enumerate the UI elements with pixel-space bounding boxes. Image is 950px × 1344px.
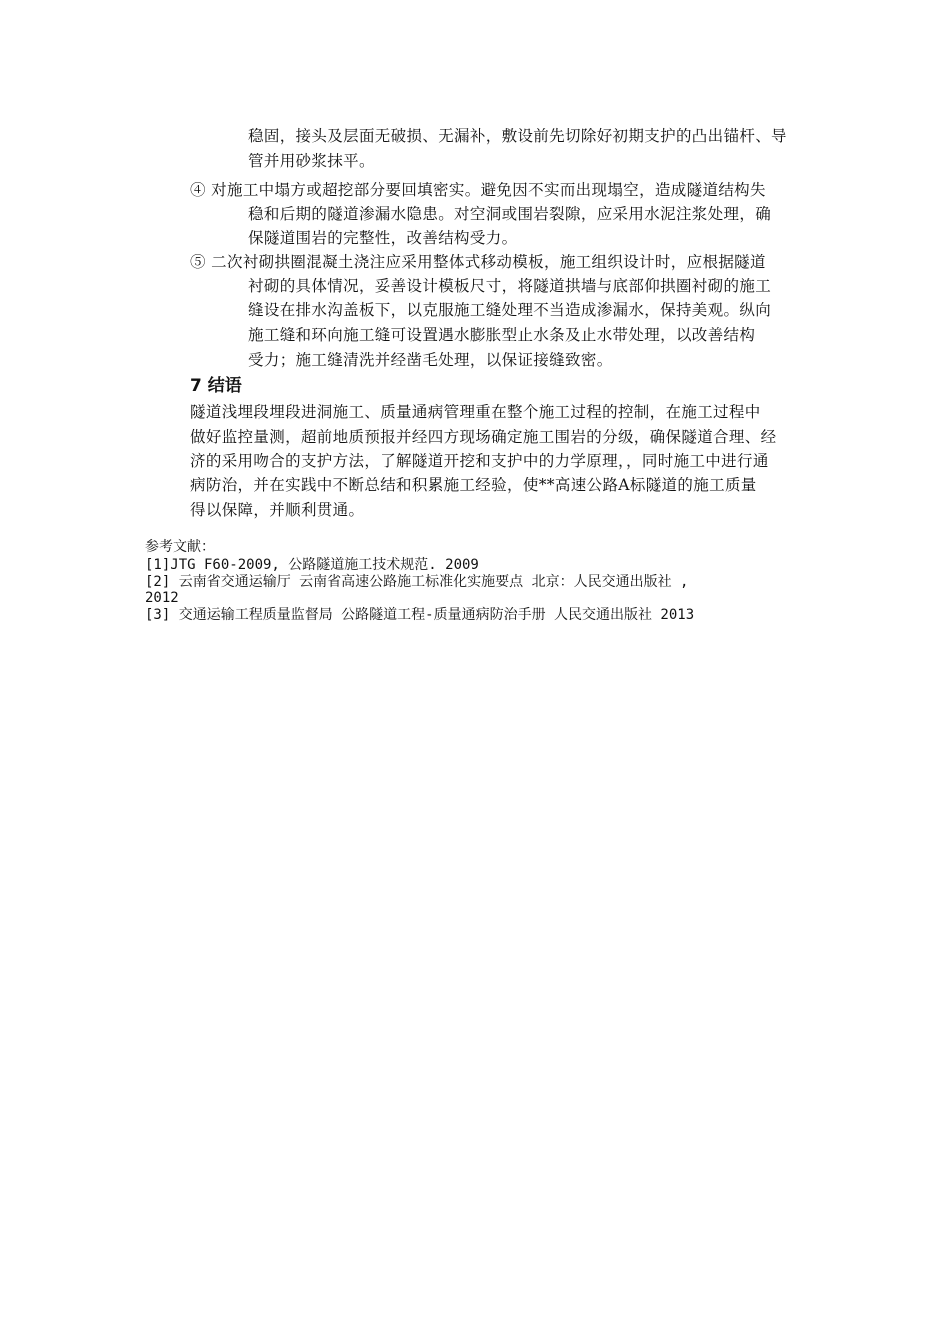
- conclusion-line-3: 济的采用吻合的支护方法，了解隧道开挖和支护中的力学原理，，同时施工中进行通: [190, 452, 769, 470]
- item3-line-1: 稳固，接头及层面无破损、无漏补，敷设前先切除好初期支护的凸出锚杆、导: [248, 127, 787, 145]
- conclusion-line-4: 病防治，并在实践中不断总结和积累施工经验，使**高速公路A标隧道的施工质量: [190, 476, 757, 494]
- item3-line-2: 管并用砂浆抹平。: [248, 152, 375, 170]
- conclusion-line-5: 得以保障，并顺利贯通。: [190, 501, 365, 519]
- reference-2: [2] 云南省交通运输厅 云南省高速公路施工标准化实施要点 北京：人民交通出版社 ,: [145, 574, 689, 590]
- item5-line-4: 施工缝和环向施工缝可设置遇水膨胀型止水条及止水带处理，以改善结构: [248, 326, 756, 344]
- item5-line-2: 衬砌的具体情况，妥善设计模板尺寸，将隧道拱墙与底部仰拱圈衬砌的施工: [248, 277, 772, 295]
- item4-line-1: ④ 对施工中塌方或超挖部分要回填密实。避免因不实而出现塌空，造成隧道结构失: [190, 181, 766, 199]
- reference-1: [1]JTG F60-2009, 公路隧道施工技术规范. 2009: [145, 557, 479, 573]
- item5-line-3: 缝设在排水沟盖板下，以克服施工缝处理不当造成渗漏水，保持美观。纵向: [248, 301, 772, 319]
- item4-line-3: 保隧道围岩的完整性，改善结构受力。: [248, 229, 518, 247]
- item5-line-1: ⑤ 二次衬砌拱圈混凝土浇注应采用整体式移动模板，施工组织设计时，应根据隧道: [190, 253, 766, 271]
- item5-line-5: 受力；施工缝清洗并经凿毛处理，以保证接缝致密。: [248, 351, 613, 369]
- conclusion-line-1: 隧道浅埋段埋段进洞施工、质量通病管理重在整个施工过程的控制，在施工过程中: [190, 403, 761, 421]
- references-title: 参考文献：: [145, 539, 215, 555]
- item4-line-2: 稳和后期的隧道渗漏水隐患。对空洞或围岩裂隙，应采用水泥注浆处理，确: [248, 205, 772, 223]
- reference-3: [3] 交通运输工程质量监督局 公路隧道工程-质量通病防治手册 人民交通出版社 2013: [145, 607, 695, 623]
- conclusion-line-2: 做好监控量测，超前地质预报并经四方现场确定施工围岩的分级，确保隧道合理、经: [190, 428, 777, 446]
- reference-2-year: 2012: [145, 590, 179, 606]
- section-heading-conclusion: 7 结语: [190, 376, 242, 396]
